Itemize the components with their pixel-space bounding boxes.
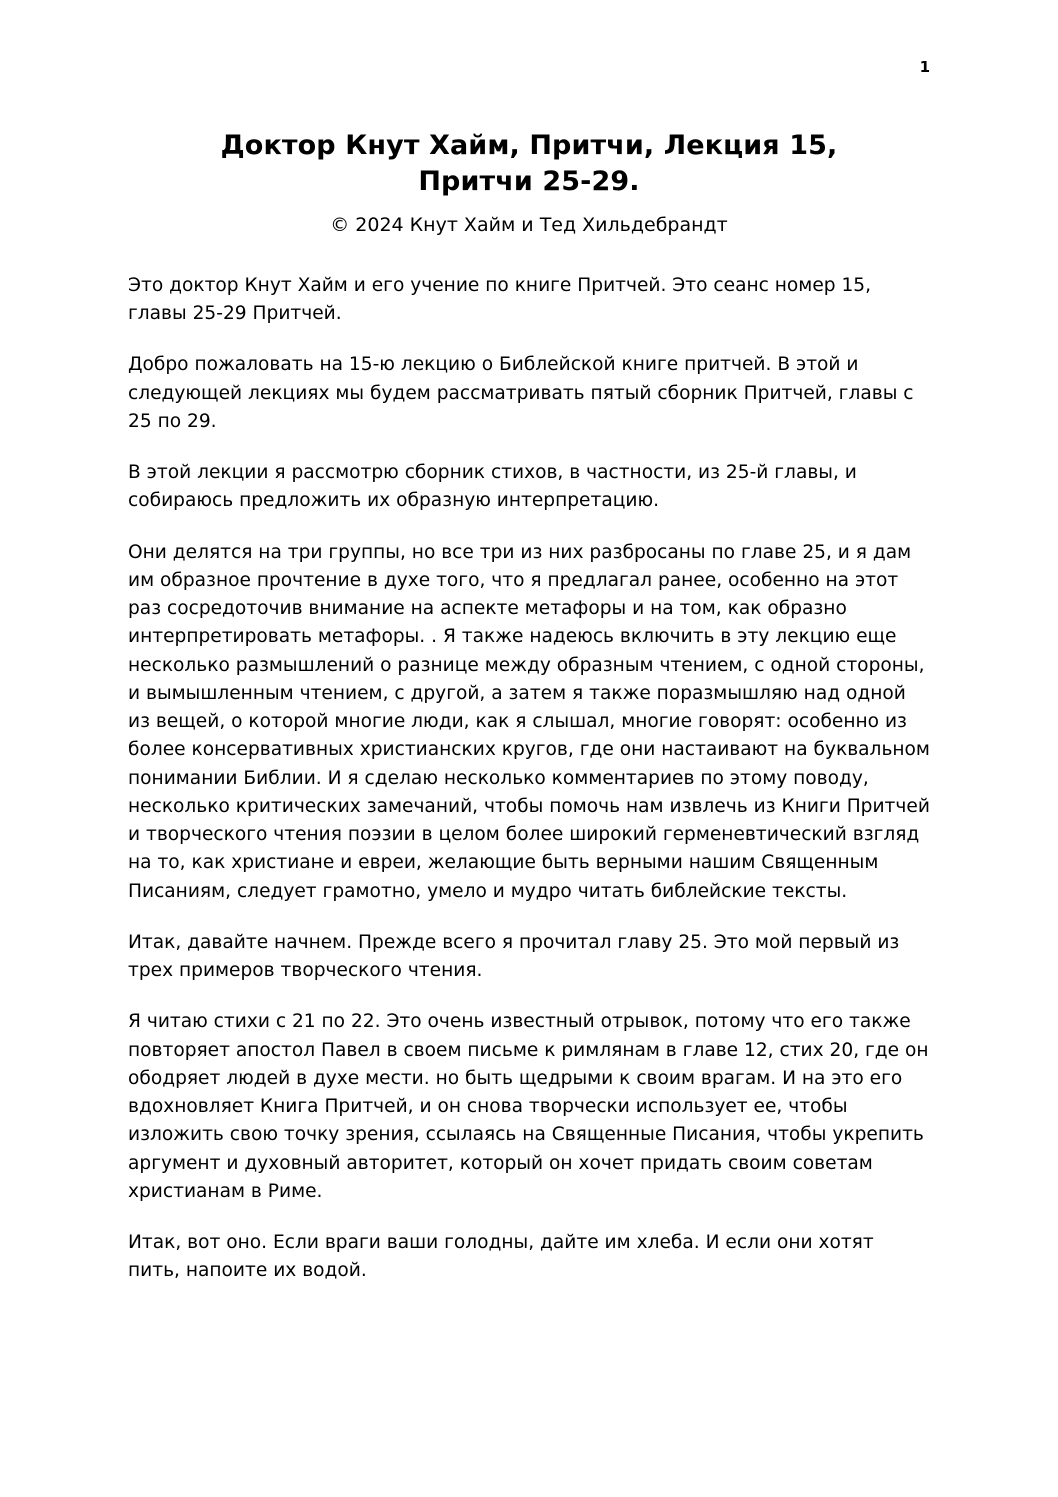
document-body (128, 272, 930, 1286)
page-title (128, 128, 930, 199)
paragraph: Я читаю стихи с 21 по 22. Это очень известный отрывок, потому что его также повторяет апостол Павел в своем письме к римлянам в главе 12, стих 20, где он ободряет людей в духе мести. но быть щедрыми к своим врагам. И на это его вдохновляет Книга Притчей, и он снова творчески использует ее, чтобы изложить свою точку зрения, ссылаясь на Священные Писания, чтобы укрепить аргумент и духовный авторитет, который он хочет придать своим советам христианам в Риме. (128, 1011, 929, 1202)
paragraph: В этой лекции я рассмотрю сборник стихов, в частности, из 25-й главы, и собираюсь предложить их образную интерпретацию. (128, 462, 857, 512)
paragraph: Это доктор Кнут Хайм и его учение по книге Притчей. Это сеанс номер 15, главы 25-29 Притчей. (128, 274, 872, 325)
copyright-line: © 2024 Кнут Хайм и Тед Хильдебрандт (330, 214, 728, 237)
page-title-line-2: Притчи 25-29. (418, 165, 640, 197)
paragraph: Итак, давайте начнем. Прежде всего я прочитал главу 25. Это мой первый из трех примеров творческого чтения. (128, 931, 900, 982)
page-number: 1 (919, 58, 930, 76)
paragraph: Итак, вот оно. Если враги ваши голодны, дайте им хлеба. И если они хотят пить, напоите их водой. (128, 1232, 874, 1282)
page-title-line-1: Доктор Кнут Хайм, Притчи, Лекция 15, (220, 130, 838, 161)
paragraph: Добро пожаловать на 15-ю лекцию о Библейской книге притчей. В этой и следующей лекциях мы будем рассматривать пятый сборник Притчей, главы с 25 по 29. (128, 354, 914, 432)
paragraph: Они делятся на три группы, но все три из них разбросаны по главе 25, и я дам им образное прочтение в духе того, что я предлагал ранее, особенно на этот раз сосредоточив внимание на аспекте метафоры и на том, как образно интерпретировать метафоры. . Я также надеюсь включить в эту лекцию еще несколько размышлений о разнице между образным чтением, с одной стороны, и вымышленным чтением, с другой, а затем я также поразмышляю над одной из вещей, о которой многие люди, как я слышал, многие говорят: особенно из более консервативных христианских кругов, где они настаивают на буквальном понимании Библии. И я сделаю несколько комментариев по этому поводу, несколько критических замечаний, чтобы помочь нам извлечь из Книги Притчей и творческого чтения поэзии в целом более широкий герменевтический взгляд на то, как христиане и евреи, желающие быть верными нашим Священным Писаниям, следует грамотно, умело и мудро читать библейские тексты. (128, 541, 930, 902)
